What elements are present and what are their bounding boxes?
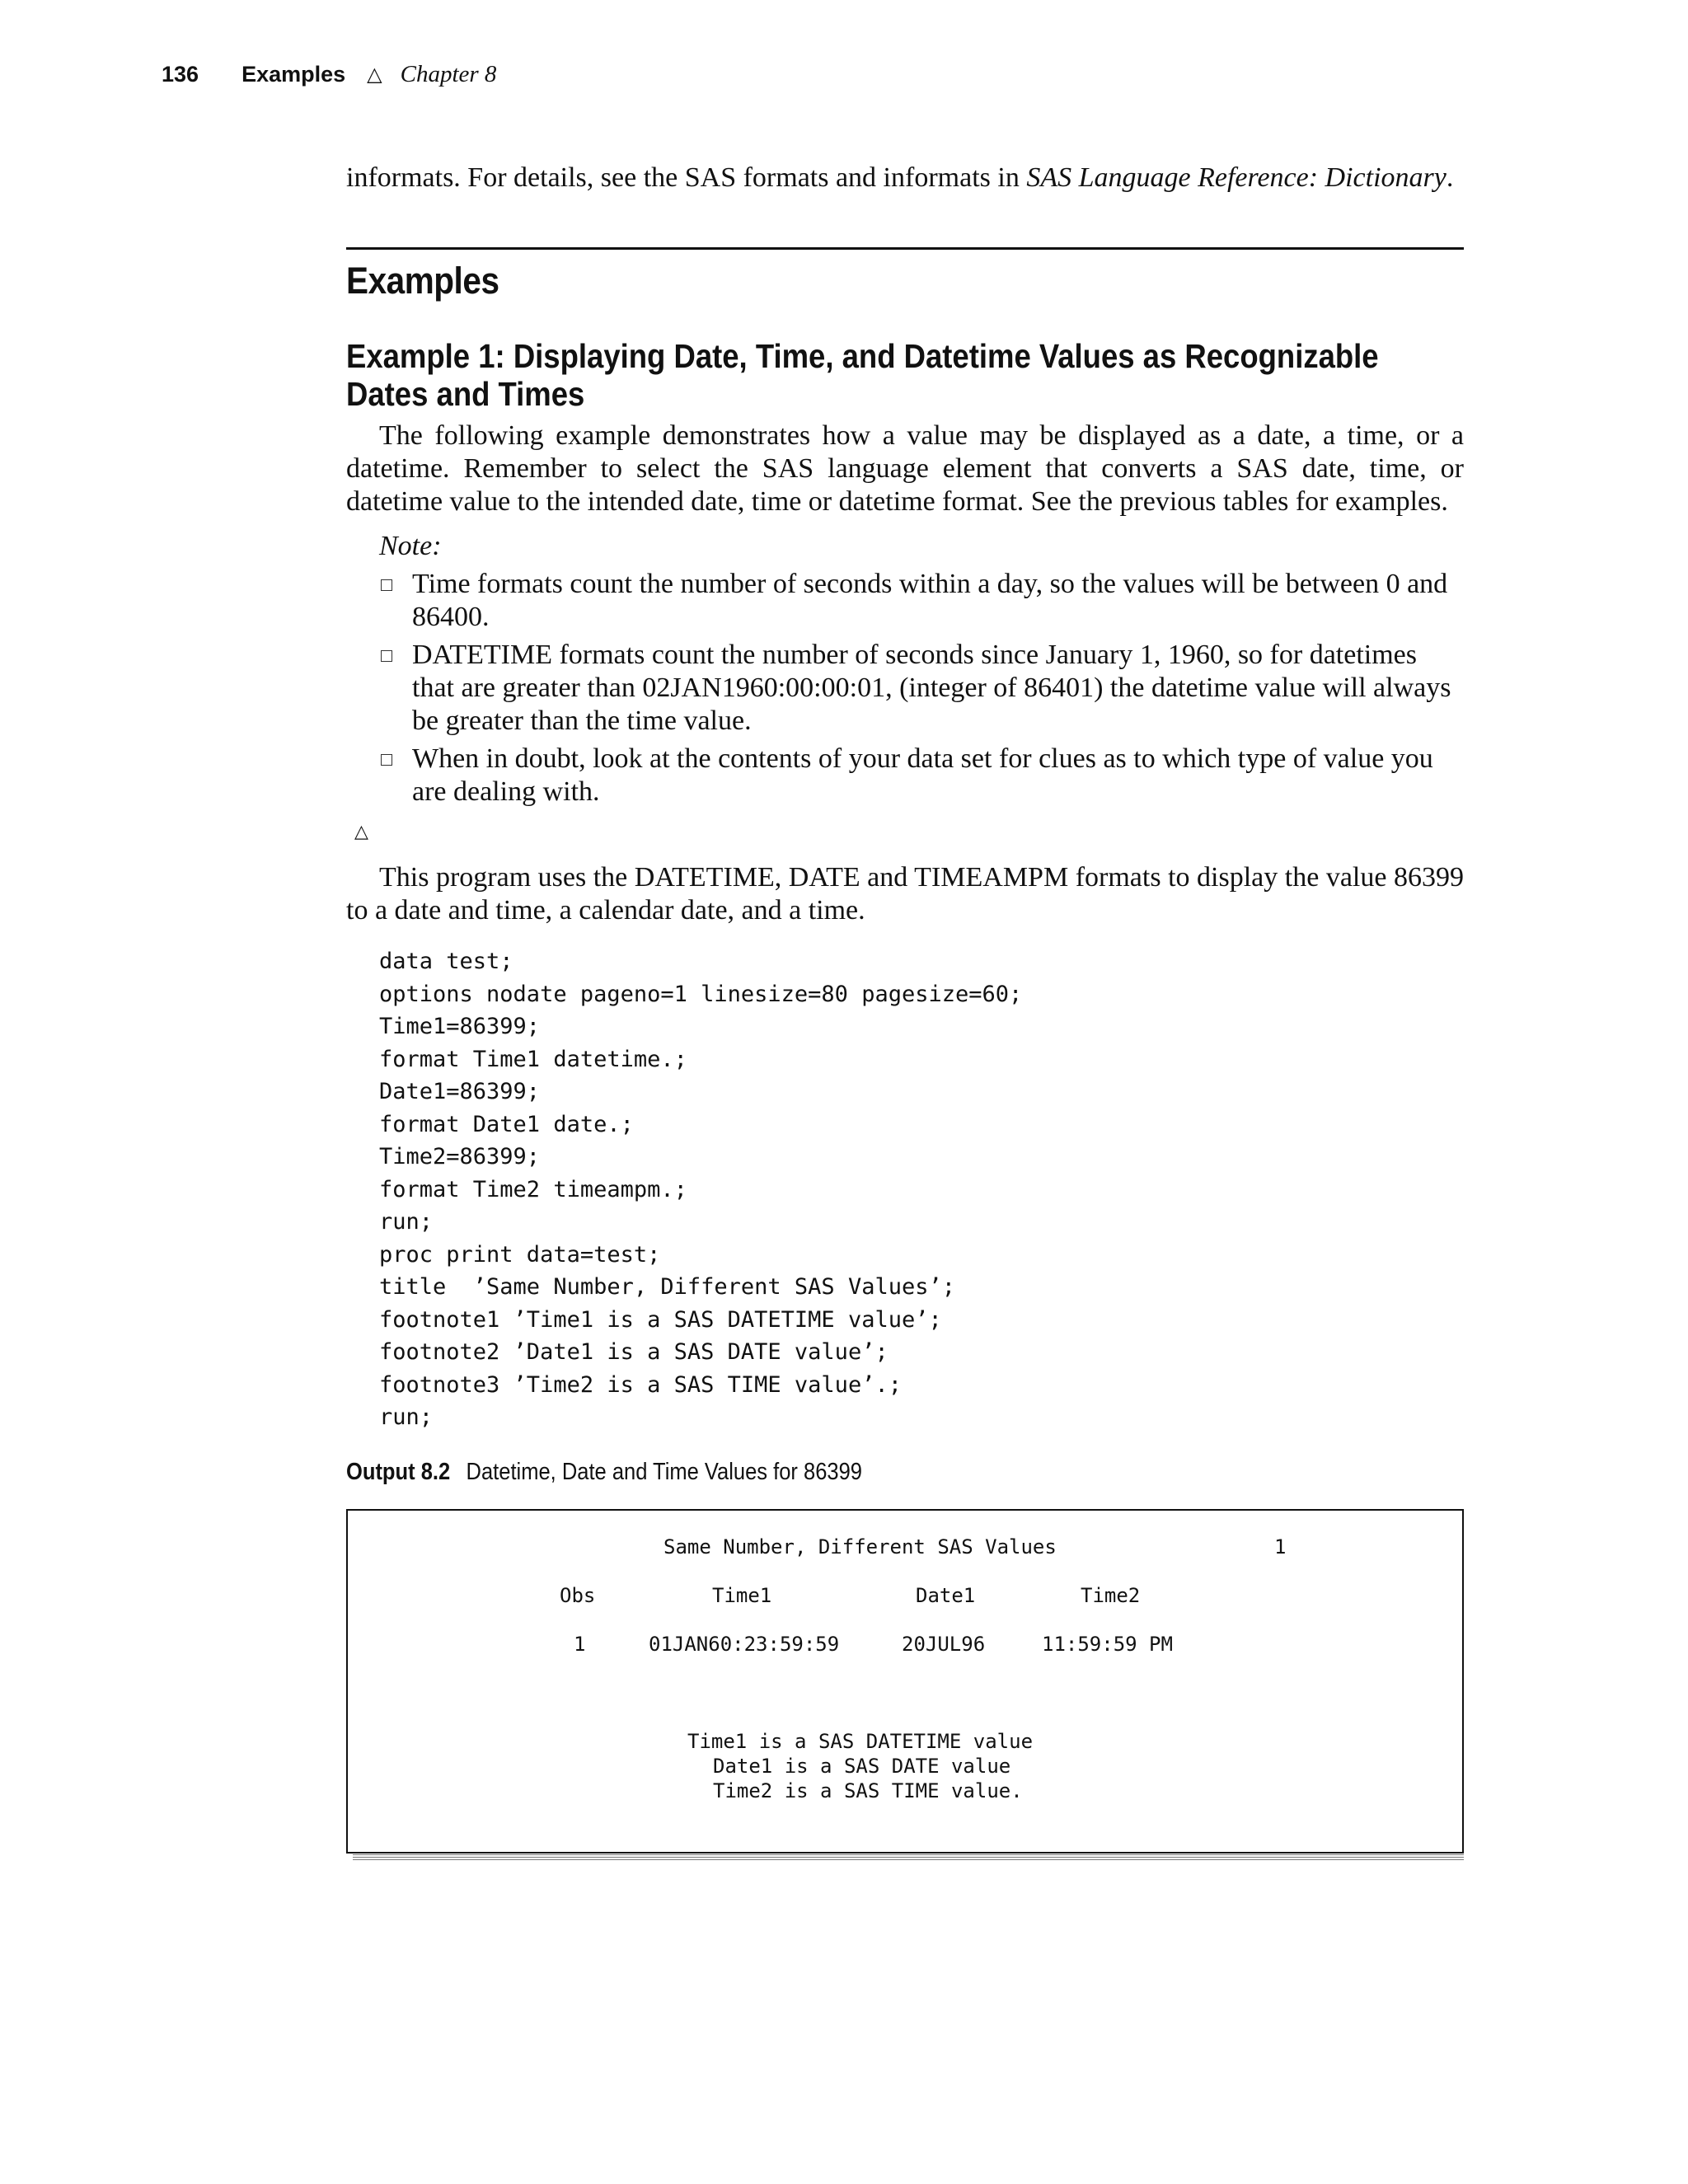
note-list <box>379 568 1464 808</box>
code-line: data test; <box>379 949 513 974</box>
code-line: format Time1 datetime.; <box>379 1046 687 1072</box>
note-block <box>379 530 1464 808</box>
triangle-icon: △ <box>367 63 382 86</box>
code-line: footnote3 ’Time2 is a SAS TIME value’.; <box>379 1371 902 1398</box>
list-item <box>379 568 1464 634</box>
output-page-number: 1 <box>1274 1535 1287 1558</box>
section-divider <box>346 247 1464 250</box>
code-block <box>379 945 1464 1434</box>
list-item <box>379 639 1464 738</box>
code-line: Time1=86399; <box>379 1014 541 1039</box>
checkbox-bullet-icon <box>381 579 392 591</box>
code-line: footnote1 ’Time1 is a SAS DATETIME value’; <box>379 1306 942 1333</box>
output-header-time1: Time1 <box>712 1583 772 1607</box>
example-title: Example 1: Displaying Date, Time, and Datetime Values as Recognizable Dates and Times <box>346 337 1379 413</box>
code-line: footnote2 ’Date1 is a SAS DATE value’; <box>379 1339 889 1365</box>
code-line: proc print data=test; <box>379 1241 661 1268</box>
output-footnote-1: Time1 is a SAS DATETIME value <box>687 1729 1034 1753</box>
output-cell-time1: 01JAN60:23:59:59 <box>649 1632 840 1656</box>
output-header-date1: Date1 <box>916 1583 976 1607</box>
code-line: format Date1 date.; <box>379 1111 634 1137</box>
page-number: 136 <box>162 61 199 87</box>
output-shadow-line <box>353 1854 1464 1855</box>
page-content <box>346 162 1464 1854</box>
code-line: options nodate pageno=1 linesize=80 pagesize=60; <box>379 981 1023 1007</box>
running-head-chapter: Chapter 8 <box>400 60 497 87</box>
list-item <box>379 743 1464 808</box>
reference-title: SAS Language Reference: Dictionary <box>1026 162 1447 193</box>
code-line: format Time2 timeampm.; <box>379 1176 687 1202</box>
paragraph-2: This program uses the DATETIME, DATE and TIMEAMPM formats to display the value 86399 to a date and time, a calendar date, and a time. <box>346 862 1464 926</box>
paragraph-1: The following example demonstrates how a value may be displayed as a date, a time, or a datetime. Remember to select the SAS language element that converts a SAS date, time, or datetime value to the intended date, time or datetime format. See the previous tables for examples. <box>346 420 1464 517</box>
intro-paragraph <box>346 162 1464 194</box>
output-cell-time2: 11:59:59 PM <box>1042 1632 1173 1656</box>
output-caption <box>346 1459 1329 1486</box>
output-footnote-2: Date1 is a SAS DATE value <box>713 1754 1011 1778</box>
output-box <box>346 1509 1464 1854</box>
output-footnote-3: Time2 is a SAS TIME value. <box>713 1779 1023 1802</box>
section-title: Examples <box>346 260 499 302</box>
output-cell-date1: 20JUL96 <box>902 1632 986 1656</box>
output-header-time2: Time2 <box>1081 1583 1141 1607</box>
checkbox-bullet-icon <box>381 650 392 662</box>
code-line: Date1=86399; <box>379 1079 541 1104</box>
running-head-section: Examples <box>241 61 346 87</box>
note-label: Note: <box>379 531 442 561</box>
output-shadow-line <box>353 1857 1464 1858</box>
output-listing <box>346 1509 1464 1854</box>
note-item-text: When in doubt, look at the contents of your data set for clues as to which type of value you are dealing with. <box>412 743 1433 807</box>
output-shadow-line <box>353 1859 1464 1860</box>
output-title: Same Number, Different SAS Values <box>663 1535 1057 1558</box>
code-line: title ’Same Number, Different SAS Values’; <box>379 1274 955 1300</box>
checkbox-bullet-icon <box>381 754 392 766</box>
code-line: Time2=86399; <box>379 1144 541 1169</box>
caption-label: Output 8.2 <box>346 1458 451 1485</box>
code-line: run; <box>379 1209 434 1235</box>
caption-text: Datetime, Date and Time Values for 86399 <box>466 1458 862 1485</box>
intro-text: informats. For details, see the SAS formats and informats in <box>346 162 1027 193</box>
intro-text-end: . <box>1446 162 1454 193</box>
output-header-obs: Obs <box>560 1583 596 1607</box>
note-item-text: DATETIME formats count the number of seconds since January 1, 1960, so for datetimes that are greater than 02JAN1960:00:00:01, (integer of 86401) the datetime value will always be greater than the time value. <box>412 640 1451 736</box>
note-item-text: Time formats count the number of seconds within a day, so the values will be between 0 and 86400. <box>412 569 1448 632</box>
output-cell-obs: 1 <box>574 1632 586 1656</box>
running-head <box>162 58 496 91</box>
note-end-triangle-icon: △ <box>354 822 368 842</box>
code-line: run; <box>379 1404 434 1430</box>
